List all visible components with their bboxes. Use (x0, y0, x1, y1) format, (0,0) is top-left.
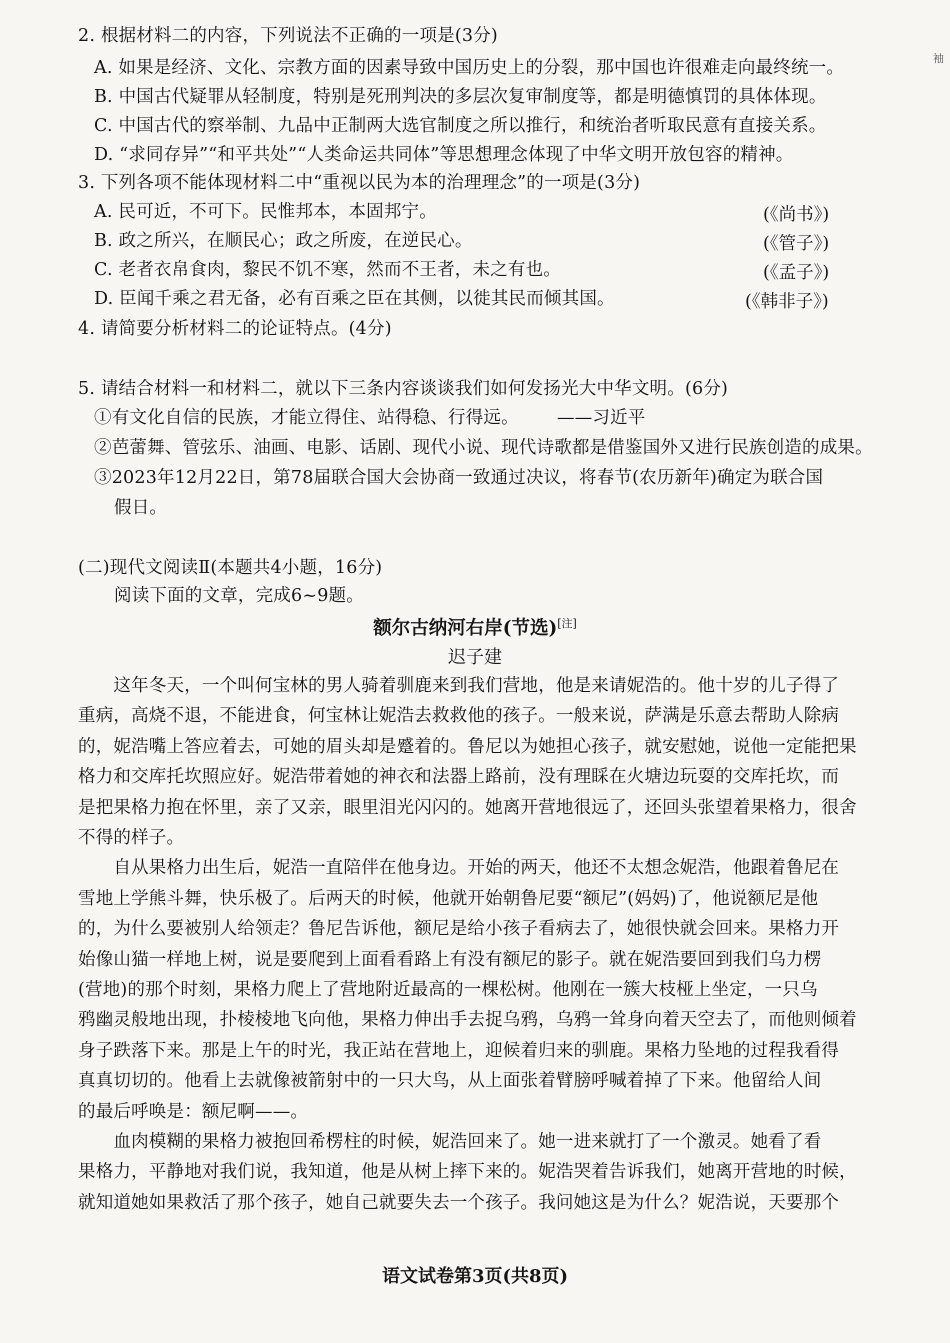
passage-line: 雪地上学熊斗舞，快乐极了。后两天的时候，他就开始朝鲁尼要“额尼”(妈妈)了，他说额尼是他 (78, 888, 819, 909)
passage-line: 自从果格力出生后，妮浩一直陪伴在他身边。开始的两天，他还不太想念妮浩，他跟着鲁尼在 (78, 858, 840, 879)
title-note: [注] (557, 617, 577, 630)
passage-line: (营地)的那个时刻，果格力爬上了营地附近最高的一棵松树。他刚在一簇大枝桠上坐定，一只乌 (78, 980, 818, 1000)
passage-line: 果格力，平静地对我们说，我知道，他是从树上摔下来的。妮浩哭着告诉我们，她离开营地的时候， (78, 1162, 857, 1183)
passage-line: 身子跌落下来。那是上午的时光，我正站在营地上，迎候着归来的驯鹿。果格力坠地的过程我看得 (78, 1040, 840, 1061)
passage-line: 真真切切的。他看上去就像被箭射中的一只大鸟，从上面张着臂膀呼喊着掉了下来。他留给人间 (78, 1071, 822, 1092)
passage-line: 不得的样子。 (78, 828, 185, 848)
q5-item-3-line-2: 假日。 (114, 498, 168, 518)
page-footer: 语文试卷第3页(共8页) (381, 1266, 569, 1287)
q4-stem: 4. 请简要分析材料二的论证特点。(4分) (78, 319, 392, 339)
passage-line: 重病，高烧不退，不能进食，何宝林让妮浩去救救他的孩子。一般来说，萨满是乐意去帮助人除病 (78, 706, 840, 727)
margin-mark: 袖 (933, 52, 944, 65)
passage-line: 是把果格力抱在怀里，亲了又亲，眼里泪光闪闪的。她离开营地很远了，还回头张望着果格力，很舍 (78, 797, 857, 818)
passage-title: 额尔古纳河右岸(节选) (373, 618, 558, 639)
passage-line: 这年冬天，一个叫何宝林的男人骑着驯鹿来到我们营地，他是来请妮浩的。他十岁的儿子得了 (78, 676, 840, 696)
q3-option-b-source: (《管子》) (763, 234, 830, 254)
passage-line: 的，妮浩嘴上答应着去，可她的眉头却是蹙着的。鲁尼以为她担心孩子，就安慰她，说他一定能把果 (78, 736, 857, 757)
section-heading: (二)现代文阅读Ⅱ(本题共4小题，16分) (78, 558, 383, 578)
passage-line: 始像山猫一样地上树，说是要爬到上面看看路上有没有额尼的影子。就在妮浩要回到我们乌力楞 (78, 949, 822, 970)
section-instruction: 阅读下面的文章，完成6~9题。 (114, 586, 364, 606)
q5-item-1: ①有文化自信的民族，才能立得住、站得稳、行得远。 (94, 408, 519, 428)
q2-option-a: A. 如果是经济、文化、宗教方面的因素导致中国历史上的分裂，那中国也许很难走向最终统一。 (94, 58, 845, 78)
passage-line: 血肉模糊的果格力被抱回希楞柱的时候，妮浩回来了。她一进来就打了一个激灵。她看了看 (78, 1132, 822, 1152)
q3-option-a-source: (《尚书》) (763, 205, 830, 225)
q5-stem: 5. 请结合材料一和材料二，就以下三条内容谈谈我们如何发扬光大中华文明。(6分) (78, 379, 729, 399)
q2-option-d: D. “求同存异”“和平共处”“人类命运共同体”等思想理念体现了中华文明开放包容的精神。 (94, 145, 794, 165)
q3-option-d: D. 臣闻千乘之君无备，必有百乘之臣在其侧，以徙其民而倾其国。 (94, 289, 615, 309)
q3-option-c: C. 老者衣帛食肉，黎民不饥不寒，然而不王者，未之有也。 (94, 260, 561, 280)
q2-stem: 2. 根据材料二的内容，下列说法不正确的一项是(3分) (78, 26, 498, 46)
q3-option-c-source: (《孟子》) (763, 263, 830, 283)
passage-author: 迟子建 (448, 647, 502, 668)
passage-line: 的，为什么要被别人给领走？鲁尼告诉他，额尼是给小孩子看病去了，她很快就会回来。果格力开 (78, 919, 840, 940)
q3-option-a: A. 民可近，不可下。民惟邦本，本固邦宁。 (94, 202, 437, 222)
passage-line: 格力和交库托坎照应好。妮浩带着她的神衣和法器上路前，没有理睬在火塘边玩耍的交库托坎，而 (78, 767, 840, 788)
passage-line: 就知道她如果救活了那个孩子，她自己就要失去一个孩子。我问她这是为什么？妮浩说，天要那个 (78, 1192, 840, 1213)
q2-option-b: B. 中国古代疑罪从轻制度，特别是死刑判决的多层次复审制度等，都是明德慎罚的具体体现。 (94, 87, 827, 107)
q5-item-3-line-1: ③2023年12月22日，第78届联合国大会协商一致通过决议，将春节(农历新年)确定为联合国 (94, 468, 824, 488)
q3-stem: 3. 下列各项不能体现材料二中“重视以民为本的治理理念”的一项是(3分) (78, 173, 641, 193)
passage-title-block (0, 614, 950, 640)
q3-option-d-source: (《韩非子》) (745, 292, 829, 312)
passage-line: 的最后呼唤是：额尼啊——。 (78, 1101, 309, 1122)
q2-option-c: C. 中国古代的察举制、九品中正制两大选官制度之所以推行，和统治者听取民意有直接关系。 (94, 116, 827, 136)
q5-item-1-author: ——习近平 (557, 408, 646, 428)
passage-line: 鸦幽灵般地出现，扑棱棱地飞向他，果格力伸出手去捉乌鸦，乌鸦一耸身向着天空去了，而他则倾着 (78, 1010, 857, 1031)
q3-option-b: B. 政之所兴，在顺民心；政之所废，在逆民心。 (94, 231, 473, 251)
q5-item-2: ②芭蕾舞、管弦乐、油画、电影、话剧、现代小说、现代诗歌都是借鉴国外又进行民族创造的成果。 (94, 438, 873, 458)
